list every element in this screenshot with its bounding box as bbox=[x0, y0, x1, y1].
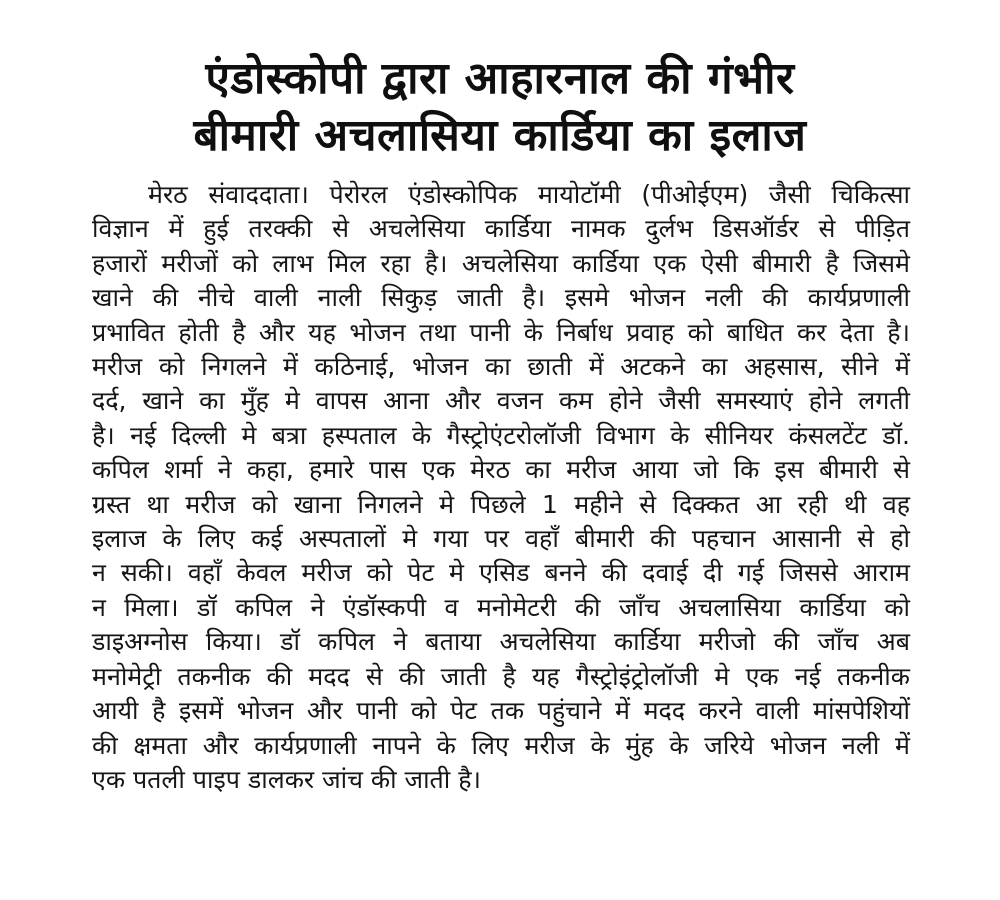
body-line: खाने की नीचे वाली नाली सिकुड़ जाती है। इसमे भोजन नली की कार्यप्रणाली bbox=[92, 283, 910, 313]
body-line: इलाज के लिए कई अस्पतालों मे गया पर वहाँ बीमारी की पहचान आसानी से हो bbox=[92, 524, 910, 554]
body-line: है। नई दिल्ली मे बत्रा हस्पताल के गैस्ट्रोएंटरोलॉजी विभाग के सीनियर कंसलटेंट डॉ. bbox=[92, 420, 910, 450]
body-line: एक पतली पाइप डालकर जांच की जाती है। bbox=[92, 764, 481, 794]
body-line: डाइअग्नोस किया। डॉ कपिल ने बताया अचलेसिया कार्डिया मरीजो की जाँच अब bbox=[92, 627, 910, 657]
headline-line-2: बीमारी अचलासिया कार्डिया का इलाज bbox=[193, 110, 807, 161]
body-line: कपिल शर्मा ने कहा, हमारे पास एक मेरठ का मरीज आया जो कि इस बीमारी से bbox=[92, 455, 910, 485]
body-line: प्रभावित होती है और यह भोजन तथा पानी के निर्बाध प्रवाह को बाधित कर देता है। bbox=[92, 317, 910, 347]
body-line: विज्ञान में हुई तरक्की से अचलेसिया कार्डिया नामक दुर्लभ डिसऑर्डर से पीड़ित bbox=[92, 214, 910, 244]
body-line: की क्षमता और कार्यप्रणाली नापने के लिए मरीज के मुंह के जरिये भोजन नली में bbox=[92, 730, 910, 760]
body-line: मेरठ संवाददाता। पेरोरल एंडोस्कोपिक मायोटॉमी (पीओईएम) जैसी चिकित्सा bbox=[148, 180, 910, 209]
article-headline bbox=[55, 50, 945, 164]
body-line: दर्द, खाने का मुँह मे वापस आना और वजन कम होने जैसी समस्याएं होने लगती bbox=[92, 386, 910, 416]
body-line: न मिला। डॉ कपिल ने एंडॉस्कपी व मनोमेटरी की जाँच अचलासिया कार्डिया को bbox=[92, 592, 910, 622]
body-line: न सकी। वहाँ केवल मरीज को पेट मे एसिड बनने की दवाई दी गई जिससे आराम bbox=[92, 558, 910, 588]
body-line: आयी है इसमें भोजन और पानी को पेट तक पहुंचाने में मदद करने वाली मांसपेशियों bbox=[92, 696, 910, 726]
article-body bbox=[92, 178, 910, 797]
body-line: ग्रस्त था मरीज को खाना निगलने मे पिछले 1 महीने से दिक्कत आ रही थी वह bbox=[92, 489, 910, 519]
body-line: मनोमेट्री तकनीक की मदद से की जाती है यह गैस्ट्रोइंट्रोलॉजी मे एक नई तकनीक bbox=[92, 661, 910, 691]
body-line: हजारों मरीजों को लाभ मिल रहा है। अचलेसिया कार्डिया एक ऐसी बीमारी है जिसमे bbox=[92, 248, 910, 278]
body-line: मरीज को निगलने में कठिनाई, भोजन का छाती में अटकने का अहसास, सीने में bbox=[92, 352, 910, 382]
headline-line-1: एंडोस्कोपी द्वारा आहारनाल की गंभीर bbox=[205, 53, 795, 104]
